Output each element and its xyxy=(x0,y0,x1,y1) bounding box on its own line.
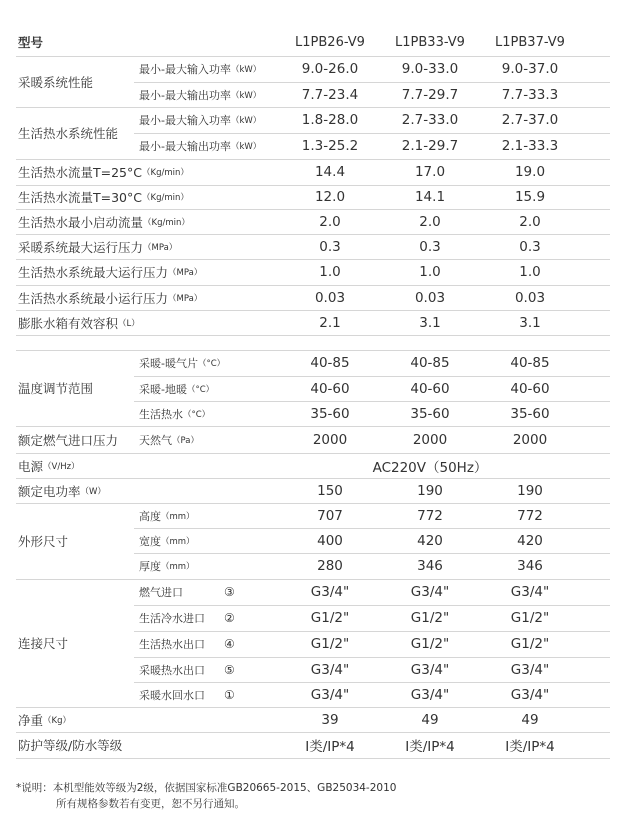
value-model-1: 7.7-23.4 xyxy=(301,86,359,103)
spec-row xyxy=(16,631,610,657)
value-model-1: G3/4" xyxy=(310,584,350,600)
value-model-1: 12.0 xyxy=(314,189,346,205)
value-model-3: 420 xyxy=(517,532,543,549)
value-model-2: 40-85 xyxy=(410,355,450,371)
row-sublabel xyxy=(139,682,205,707)
row-label xyxy=(18,707,71,732)
value-model-2: 2000 xyxy=(412,431,448,448)
row-sublabel-unit: （kW） xyxy=(230,65,262,75)
row-sublabel-text: 生活热水 xyxy=(139,407,183,421)
value-model-2: 346 xyxy=(417,558,443,574)
row-sublabel xyxy=(139,107,261,133)
value-model-2: 2.0 xyxy=(419,213,441,230)
row-divider xyxy=(134,528,610,529)
value-model-3: 19.0 xyxy=(514,164,546,180)
value-model-3: 2.1-33.3 xyxy=(501,138,559,154)
value-model-2: 17.0 xyxy=(414,164,446,180)
row-label-unit: （L） xyxy=(118,318,140,329)
row-divider xyxy=(134,133,610,134)
spec-row xyxy=(16,401,610,426)
spec-row xyxy=(16,285,610,310)
footnote-line-1: *说明：本机型能效等级为2级，依据国家标准GB20665-2015、GB25034-2010 xyxy=(16,782,397,794)
row-sublabel-text: 采暖水回水口 xyxy=(139,688,205,702)
value-model-3: 40-85 xyxy=(510,355,550,371)
value-model-1: 2000 xyxy=(312,431,348,448)
row-label-unit: （Kg） xyxy=(43,715,71,726)
row-sublabel-unit: （°C） xyxy=(186,384,215,395)
row-label-text: 净重 xyxy=(18,712,44,728)
row-label-unit: （W） xyxy=(80,486,106,497)
value-model-2: G1/2" xyxy=(410,610,450,626)
row-sublabel xyxy=(139,56,261,82)
value-model-2: 0.3 xyxy=(419,238,441,255)
row-divider xyxy=(16,310,610,311)
group-label: 生活热水系统性能 xyxy=(18,126,119,141)
row-divider xyxy=(16,579,610,580)
row-label-text: 采暖系统最大运行压力 xyxy=(18,239,144,255)
value-model-3: G1/2" xyxy=(510,636,550,652)
row-label xyxy=(18,234,177,259)
value-model-3: 49 xyxy=(521,711,539,728)
row-sublabel xyxy=(139,426,199,453)
row-label xyxy=(18,426,118,453)
row-label-unit: （MPa） xyxy=(168,268,203,278)
value-model-3: 1.0 xyxy=(519,264,541,280)
row-label xyxy=(18,285,202,310)
value-model-1: G1/2" xyxy=(310,636,350,652)
row-sublabel xyxy=(139,503,195,528)
row-sublabel-text: 生活冷水进口 xyxy=(139,612,205,625)
row-sublabel-unit: （mm） xyxy=(161,511,195,522)
row-divider xyxy=(134,376,610,377)
value-model-3: G3/4" xyxy=(510,584,550,600)
value-model-1: 35-60 xyxy=(310,405,350,422)
value-model-1: 39 xyxy=(321,711,339,728)
value-model-1: 150 xyxy=(317,482,343,499)
value-model-2: 3.1 xyxy=(419,314,441,331)
value-model-2: 49 xyxy=(421,711,439,728)
row-divider xyxy=(16,209,610,210)
row-sublabel-text: 宽度 xyxy=(139,534,161,548)
value-model-1: 1.8-28.0 xyxy=(301,112,359,128)
value-model-1: 2.0 xyxy=(319,213,341,230)
row-divider xyxy=(16,234,610,235)
value-model-2: 35-60 xyxy=(410,405,450,422)
model-1: L1PB26-V9 xyxy=(295,34,365,50)
row-label-unit: （MPa） xyxy=(143,242,178,253)
row-sublabel-unit: （°C） xyxy=(183,409,211,420)
spec-row xyxy=(16,707,610,732)
value-model-2: 0.03 xyxy=(414,289,446,306)
value-model-3: 0.3 xyxy=(519,238,541,255)
spec-row xyxy=(16,453,610,478)
port-marker: ⑤ xyxy=(224,662,235,677)
row-sublabel-text: 最小-最大输出功率 xyxy=(139,88,231,102)
row-sublabel-text: 采暖-暖气片 xyxy=(139,357,198,370)
value-model-3: 772 xyxy=(517,507,543,524)
row-divider xyxy=(134,631,610,632)
row-sublabel-text: 采暖热水出口 xyxy=(139,663,205,677)
value-model-1: G3/4" xyxy=(310,661,350,678)
merged-value: AC220V（50Hz） xyxy=(372,459,488,476)
row-divider xyxy=(16,453,610,454)
value-model-3: 7.7-33.3 xyxy=(501,86,559,103)
row-divider xyxy=(16,56,610,57)
row-sublabel xyxy=(139,133,261,159)
row-label-unit: （Kg/min） xyxy=(143,217,190,228)
row-label-text: 生活热水系统最大运行压力 xyxy=(18,265,169,280)
value-model-2: 420 xyxy=(417,532,443,549)
value-model-1: 40-85 xyxy=(310,355,350,371)
value-model-1: 280 xyxy=(317,558,343,574)
spec-row xyxy=(16,682,610,707)
row-label xyxy=(18,310,140,335)
port-marker: ④ xyxy=(224,637,235,651)
row-sublabel-unit: （mm） xyxy=(161,536,195,547)
row-sublabel-unit: （Pa） xyxy=(172,435,199,446)
value-model-3: 15.9 xyxy=(514,189,546,205)
row-divider xyxy=(16,159,610,160)
value-model-3: 3.1 xyxy=(519,314,541,331)
row-sublabel-text: 厚度 xyxy=(139,560,161,573)
group-label: 温度调节范围 xyxy=(18,381,94,396)
row-sublabel-text: 最小-最大输入功率 xyxy=(139,114,231,127)
row-label xyxy=(18,259,202,285)
spec-row xyxy=(16,133,610,159)
value-model-3: 0.03 xyxy=(514,289,546,306)
value-model-2: G3/4" xyxy=(410,661,450,678)
row-divider xyxy=(134,553,610,554)
row-sublabel-text: 高度 xyxy=(139,509,161,523)
value-model-3: 2.0 xyxy=(519,213,541,230)
row-sublabel xyxy=(139,605,205,631)
spec-row xyxy=(16,350,610,376)
group-label: 外形尺寸 xyxy=(18,534,69,549)
row-label-text: 膨胀水箱有效容积 xyxy=(18,315,119,331)
row-sublabel-unit: （mm） xyxy=(161,562,195,572)
value-model-1: 2.1 xyxy=(319,314,341,331)
value-model-1: 0.3 xyxy=(319,238,341,255)
value-model-1: 14.4 xyxy=(314,164,346,180)
spec-row xyxy=(16,185,610,209)
row-sublabel xyxy=(139,350,225,376)
row-sublabel-unit: （kW） xyxy=(230,90,262,101)
row-sublabel xyxy=(139,657,205,682)
value-model-3: 346 xyxy=(517,558,543,574)
value-model-2: G3/4" xyxy=(410,686,450,703)
row-sublabel-unit: （kW） xyxy=(230,116,262,126)
row-sublabel-text: 采暖-地暖 xyxy=(139,382,187,396)
spec-row xyxy=(16,732,610,758)
row-sublabel xyxy=(139,631,205,657)
row-label-text: 防护等级/防水等级 xyxy=(18,738,123,753)
row-sublabel-text: 最小-最大输入功率 xyxy=(139,63,231,76)
row-sublabel-text: 生活热水出口 xyxy=(139,638,205,651)
value-model-2: 9.0-33.0 xyxy=(401,61,459,77)
value-model-1: G3/4" xyxy=(310,686,350,703)
row-divider xyxy=(16,426,610,427)
value-model-1: 9.0-26.0 xyxy=(301,61,359,77)
row-label-text: 生活热水流量T=30°C xyxy=(18,190,142,205)
model-2: L1PB33-V9 xyxy=(395,34,465,50)
row-label xyxy=(18,478,106,503)
value-model-3: 35-60 xyxy=(510,405,550,422)
spec-row xyxy=(16,503,610,528)
value-model-2: G1/2" xyxy=(410,636,450,652)
header-row xyxy=(16,28,610,56)
value-model-3: G3/4" xyxy=(510,661,550,678)
spec-row xyxy=(16,376,610,401)
header-label: 型号 xyxy=(18,35,44,50)
spec-row xyxy=(16,553,610,579)
row-label xyxy=(18,732,122,758)
row-sublabel xyxy=(139,82,261,107)
row-divider xyxy=(16,503,610,504)
row-label-text: 生活热水最小启动流量 xyxy=(18,214,144,230)
row-label-text: 电源 xyxy=(18,458,44,474)
value-model-1: G1/2" xyxy=(310,610,350,626)
row-divider xyxy=(134,657,610,658)
row-divider xyxy=(16,335,610,336)
port-marker: ② xyxy=(224,611,235,625)
row-divider xyxy=(16,107,610,108)
row-sublabel xyxy=(139,376,214,401)
group-label: 连接尺寸 xyxy=(18,636,69,651)
spec-row xyxy=(16,82,610,107)
port-marker: ① xyxy=(224,687,235,702)
row-label xyxy=(18,185,189,209)
value-model-1: 400 xyxy=(317,532,343,549)
footnote-line-2: 所有规格参数若有变更，恕不另行通知。 xyxy=(56,798,245,810)
row-label-text: 生活热水系统最小运行压力 xyxy=(18,290,169,306)
row-sublabel-unit: （°C） xyxy=(197,359,226,369)
value-model-2: 40-60 xyxy=(410,380,450,397)
row-label xyxy=(18,159,189,185)
spec-row xyxy=(16,579,610,605)
row-label-unit: （MPa） xyxy=(168,293,203,304)
row-divider xyxy=(134,401,610,402)
row-divider xyxy=(16,732,610,733)
row-sublabel-text: 天然气 xyxy=(139,433,172,447)
spec-row xyxy=(16,234,610,259)
row-divider xyxy=(134,605,610,606)
row-divider xyxy=(16,285,610,286)
spec-row xyxy=(16,528,610,553)
row-label-text: 额定电功率 xyxy=(18,483,81,499)
row-divider xyxy=(16,259,610,260)
value-model-2: 7.7-29.7 xyxy=(401,86,459,103)
value-model-1: 707 xyxy=(317,507,343,524)
row-divider xyxy=(16,478,610,479)
row-divider xyxy=(16,185,610,186)
row-sublabel-text: 最小-最大输出功率 xyxy=(139,140,231,153)
spec-row xyxy=(16,605,610,631)
row-label-unit: （Kg/min） xyxy=(142,168,189,178)
row-divider xyxy=(16,350,610,351)
value-model-2: 2.7-33.0 xyxy=(401,112,459,128)
value-model-2: 14.1 xyxy=(414,189,446,205)
value-model-1: 0.03 xyxy=(314,289,346,306)
footnote xyxy=(16,780,396,812)
row-label-unit: （V/Hz） xyxy=(43,461,80,472)
row-sublabel xyxy=(139,401,210,426)
spec-row xyxy=(16,310,610,335)
value-model-3: 40-60 xyxy=(510,380,550,397)
value-model-2: 772 xyxy=(417,507,443,524)
value-model-3: 2000 xyxy=(512,431,548,448)
spec-row xyxy=(16,259,610,285)
value-model-3: 9.0-37.0 xyxy=(501,61,559,77)
value-model-3: 2.7-37.0 xyxy=(501,112,559,128)
row-divider xyxy=(16,707,610,708)
port-marker: ③ xyxy=(224,585,235,599)
spec-row xyxy=(16,56,610,82)
row-sublabel xyxy=(139,553,195,579)
row-label-text: 生活热水流量T=25°C xyxy=(18,165,142,180)
row-divider xyxy=(16,758,610,759)
value-model-3: G3/4" xyxy=(510,686,550,703)
row-label-unit: （Kg/min） xyxy=(142,193,189,203)
value-model-2: I类/IP*4 xyxy=(405,739,455,755)
row-sublabel xyxy=(139,579,183,605)
row-sublabel xyxy=(139,528,195,553)
value-model-1: I类/IP*4 xyxy=(305,739,355,755)
value-model-1: 1.3-25.2 xyxy=(301,138,359,154)
spec-row xyxy=(16,159,610,185)
model-3: L1PB37-V9 xyxy=(495,34,565,50)
value-model-3: 190 xyxy=(517,482,543,499)
spec-row xyxy=(16,426,610,453)
value-model-3: G1/2" xyxy=(510,610,550,626)
value-model-3: I类/IP*4 xyxy=(505,739,555,755)
row-label xyxy=(18,453,80,478)
row-label xyxy=(18,209,190,234)
value-model-1: 40-60 xyxy=(310,380,350,397)
spec-row xyxy=(16,478,610,503)
value-model-2: 190 xyxy=(417,482,443,499)
row-divider xyxy=(134,82,610,83)
row-label-text: 额定燃气进口压力 xyxy=(18,432,119,448)
row-sublabel-unit: （kW） xyxy=(230,142,262,152)
value-model-1: 1.0 xyxy=(319,264,341,280)
row-divider xyxy=(134,682,610,683)
spec-row xyxy=(16,657,610,682)
row-sublabel-text: 燃气进口 xyxy=(139,586,183,599)
value-model-2: G3/4" xyxy=(410,584,450,600)
group-label: 采暖系统性能 xyxy=(18,74,94,90)
value-model-2: 2.1-29.7 xyxy=(401,138,459,154)
value-model-2: 1.0 xyxy=(419,264,441,280)
spec-row xyxy=(16,209,610,234)
spec-row xyxy=(16,107,610,133)
